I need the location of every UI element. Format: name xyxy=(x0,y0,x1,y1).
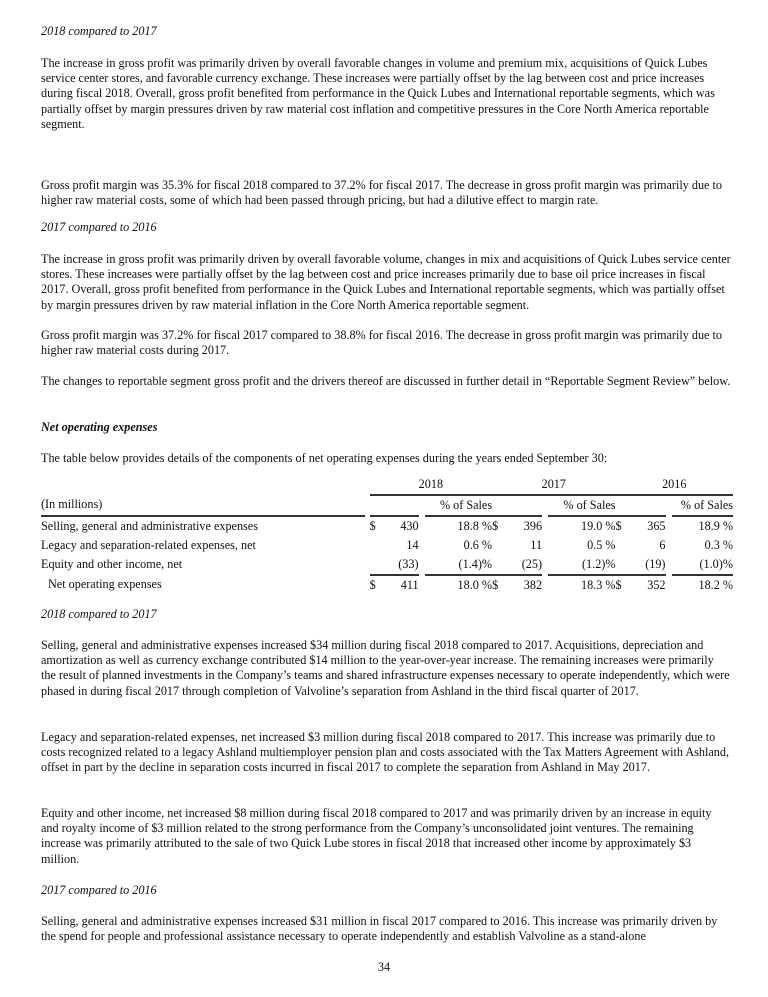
table-subheader-row xyxy=(41,495,733,516)
paragraph-gp-2017-drivers: The increase in gross profit was primarily driven by overall favorable volume, changes in mix and acquisitions of Quick Lubes service center stores. These increases were partially offset by the lag between cost and price increases primarily due to base oil price increases in fiscal 2017. Overall, gross profit benefited from performance in the Quick Lubes and International reportable segments, which was partially offset by margin pressures driven by raw material inflation in the Core North America reportable segment. xyxy=(41,252,731,312)
paragraph-sga-2017: Selling, general and administrative expenses increased $31 million in fiscal 2017 compared to 2016. This increase was primarily driven by the spend for people and professional assistance necessary to operate independently and establish Valvoline as a stand-alone xyxy=(41,914,718,944)
subheading-noe-2018: 2018 compared to 2017 xyxy=(41,607,157,621)
pct-2016: (1.0)% xyxy=(672,555,733,575)
row-label: Legacy and separation-related expenses, net xyxy=(41,537,256,552)
pct-2017: 18.3 % xyxy=(580,577,616,592)
pct-sales-header: % of Sales xyxy=(548,495,615,516)
value-2017: 382 xyxy=(523,577,543,592)
value-2016: 6 xyxy=(659,537,666,552)
section-heading-net-operating-expenses: Net operating expenses xyxy=(41,420,158,434)
year-header-2016: 2016 xyxy=(616,475,733,495)
table-year-header-row xyxy=(41,475,733,495)
table-row xyxy=(41,516,733,536)
paragraph-legacy-2018: Legacy and separation-related expenses, net increased $3 million during fiscal 2018 compared to 2017. This increase was primarily due to costs recognized related to a legacy Ashland multiemployer pension plan and costs associated with the Tax Matters Agreement with Ashland, offset in part by the decline in separation costs incurred in fiscal 2017 to complete the separation from Ashland in May 2017. xyxy=(41,730,730,775)
currency-symbol: $ xyxy=(369,518,376,533)
pct-2018: (1.4)% xyxy=(425,555,492,575)
currency-symbol: $ xyxy=(492,518,499,533)
pct-sales-header: % of Sales xyxy=(672,495,733,516)
value-2017: 396 xyxy=(523,518,543,533)
paragraph-equity-2018: Equity and other income, net increased $8 million during fiscal 2018 compared to 2017 and was primarily driven by an increase in equity and royalty income of $3 million related to the strong performance from the Company’s unconsolidated joint ventures. The remaining increase was primarily attributed to the sale of two Quick Lube stores in fiscal 2018 that increased other income by approximately $3 million. xyxy=(41,806,712,866)
pct-2017: 0.5 % xyxy=(587,537,616,552)
pct-2016: 18.2 % xyxy=(698,577,733,592)
year-header-2018: 2018 xyxy=(370,475,492,495)
paragraph-gp-2018-margin: Gross profit margin was 35.3% for fiscal 2018 compared to 37.2% for fiscal 2017. The decrease in gross profit margin was primarily due to higher raw material costs, some of which had been passed through pricing, but had a dilutive effect to margin rate. xyxy=(41,178,722,208)
net-operating-expenses-table xyxy=(41,475,733,595)
table-total-row xyxy=(41,575,733,595)
pct-2018: 0.6 % xyxy=(463,537,493,552)
value-2016: (19) xyxy=(628,555,666,575)
subheading-noe-2017: 2017 compared to 2016 xyxy=(41,883,157,897)
row-label: Selling, general and administrative expenses xyxy=(41,518,258,533)
year-header-2017: 2017 xyxy=(492,475,615,495)
currency-symbol: $ xyxy=(369,577,376,592)
value-2018: 430 xyxy=(400,518,419,533)
value-2018: (33) xyxy=(382,555,419,575)
pct-2017: (1.2)% xyxy=(548,555,615,575)
pct-2018: 18.0 % xyxy=(457,577,493,592)
paragraph-gp-2018-drivers: The increase in gross profit was primarily driven by overall favorable changes in volume and premium mix, acquisitions of Quick Lubes service center stores, and favorable currency exchange. These increases were partially offset by the lag between cost and price increases during fiscal 2018. Overall, gross profit benefited from performance in the Quick Lubes and International reportable segments, which was partially offset by margin pressures driven by raw material cost inflation and competitive pressures in the Core North America reportable segment. xyxy=(41,56,715,131)
table-row xyxy=(41,536,733,555)
paragraph-sga-2018: Selling, general and administrative expenses increased $34 million during fiscal 2018 compared to 2017. Acquisitions, depreciation and amortization as well as currency exchange contributed $14 million to the year-over-year increase. The remaining increases were primarily the result of planned investments in the Company’s teams and shared infrastructure expenses necessary to operate independently, which were phased in during fiscal 2017 through completion of Valvoline’s separation from Ashland in the third fiscal quarter of 2017. xyxy=(41,638,730,698)
row-label: Net operating expenses xyxy=(48,577,162,592)
paragraph-gp-2017-margin: Gross profit margin was 37.2% for fiscal 2017 compared to 38.8% for fiscal 2016. The decrease in gross profit margin was primarily due to higher raw material costs during 2017. xyxy=(41,328,722,358)
unit-label: (In millions) xyxy=(41,495,365,516)
pct-2016: 0.3 % xyxy=(704,537,733,552)
pct-2016: 18.9 % xyxy=(698,518,733,533)
value-2016: 352 xyxy=(647,577,666,592)
value-2018: 411 xyxy=(400,577,419,592)
value-2017: 11 xyxy=(530,537,543,552)
table-row xyxy=(41,555,733,575)
pct-2017: 19.0 % xyxy=(580,518,616,533)
currency-symbol: $ xyxy=(492,577,499,592)
paragraph-table-intro: The table below provides details of the components of net operating expenses during the years ended September 30: xyxy=(41,451,608,465)
pct-sales-header: % of Sales xyxy=(425,495,492,516)
value-2018: 14 xyxy=(406,537,419,552)
subheading-gp-2018: 2018 compared to 2017 xyxy=(41,24,157,38)
paragraph-segment-note: The changes to reportable segment gross profit and the drivers thereof are discussed in further detail in “Reportable Segment Review” below. xyxy=(41,374,731,388)
page-number: 34 xyxy=(377,960,391,974)
row-label: Equity and other income, net xyxy=(41,557,183,572)
currency-symbol: $ xyxy=(615,518,622,533)
currency-symbol: $ xyxy=(615,577,622,592)
subheading-gp-2017: 2017 compared to 2016 xyxy=(41,220,157,234)
value-2016: 365 xyxy=(647,518,666,533)
value-2017: (25) xyxy=(504,555,542,575)
pct-2018: 18.8 % xyxy=(457,518,493,533)
